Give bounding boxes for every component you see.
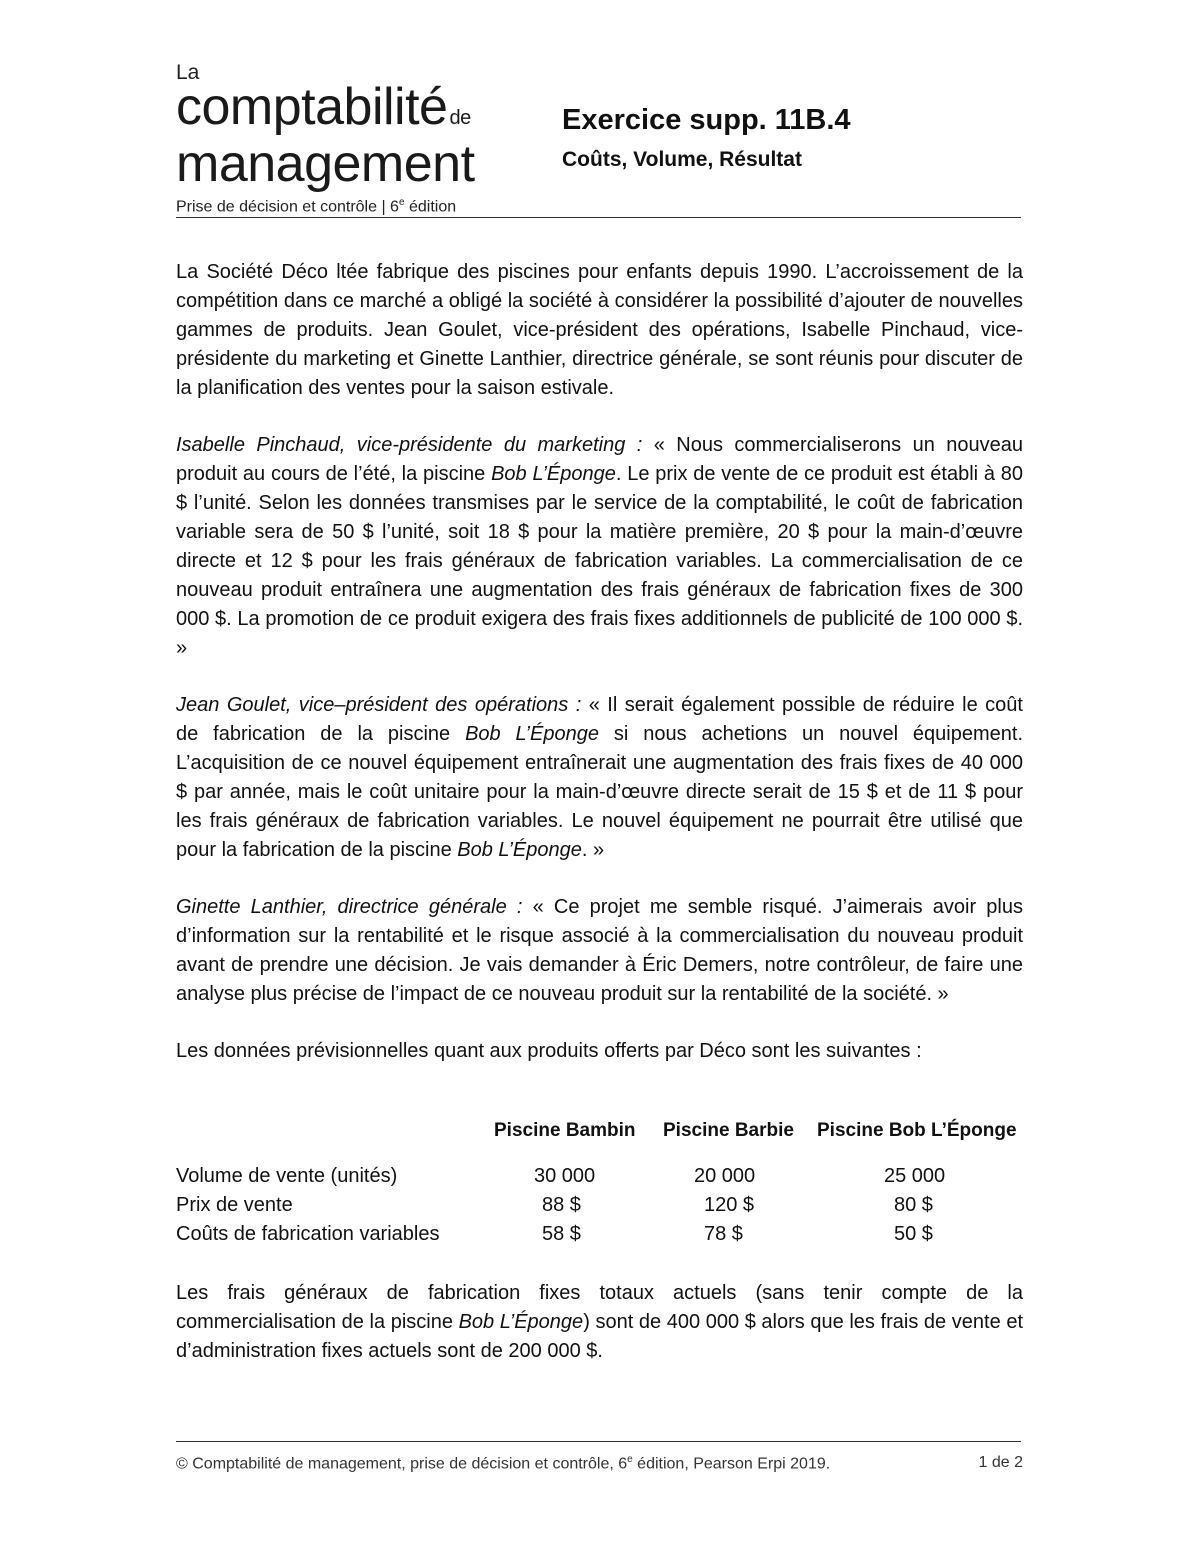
table-cell: 58 $ (542, 1223, 581, 1245)
table-cell: 20 000 (694, 1165, 756, 1187)
col-header-bambin: Piscine Bambin (494, 1120, 636, 1141)
logo-subtitle: Prise de décision et contrôle | 6e édition (176, 197, 457, 216)
table-cell: 30 000 (534, 1165, 596, 1187)
logo-word-comptabilite (176, 78, 536, 141)
speaker-pinchaud: Isabelle Pinchaud, vice-présidente du marketing : (176, 434, 643, 456)
col-header-barbie: Piscine Barbie (663, 1120, 794, 1141)
paragraph-pinchaud: Isabelle Pinchaud, vice-présidente du marketing : « Nous commercialiserons un nouveau produit au cours de l’été, la piscine Bob L’Éponge. Le prix de vente de ce produit est établi à 80 $ l’unité. Selon les données transmises par le service de la comptabilité, le coût de fabrication variable sera de 50 $ l’unité, soit 18 $ pour la matière première, 20 $ pour la main-d’œuvre directe et 12 $ pour les frais généraux de fabrication variables. La commercialisation de ce nouveau produit entraînera une augmentation des frais généraux de fabrication fixes de 300 000 $. La promotion de ce produit exigera des frais fixes additionnels de publicité de 100 000 $. » (176, 434, 1024, 659)
table-cell: 78 $ (704, 1223, 743, 1245)
table-row (176, 1165, 1023, 1193)
paragraph-lanthier: Ginette Lanthier, directrice générale : « Ce projet me semble risqué. J’aimerais avoir plus d’information sur la rentabilité et le risque associé à la commercialisation du nouveau produit avant de prendre une décision. Je vais demander à Éric Demers, notre contrôleur, de faire une analyse plus précise de l’impact de ce nouveau produit sur la rentabilité de la société. » (176, 896, 1024, 1005)
table-row (176, 1194, 1023, 1222)
book-logo (176, 62, 536, 216)
copyright-notice: © Comptabilité de management, prise de décision et contrôle, 6e édition, Pearson Erpi 2019. (176, 1454, 831, 1473)
exercise-title: Exercice supp. 11B.4 (562, 104, 851, 136)
exercise-subtitle: Coûts, Volume, Résultat (562, 148, 802, 171)
table-row (176, 1223, 1023, 1251)
speaker-lanthier: Ginette Lanthier, directrice générale : (176, 896, 523, 918)
table-cell: 50 $ (894, 1223, 933, 1245)
paragraph-intro: La Société Déco ltée fabrique des piscines pour enfants depuis 1990. L’accroissement de la compétition dans ce marché a obligé la société à considérer la possibilité d’ajouter de nouvelles gammes de produits. Jean Goulet, vice-président des opérations, Isabelle Pinchaud, vice-présidente du marketing et Ginette Lanthier, directrice générale, se sont réunis pour discuter de la planification des ventes pour la saison estivale. (176, 261, 1023, 399)
table-header-row (176, 1120, 1023, 1148)
table-cell: 120 $ (704, 1194, 755, 1216)
speaker-goulet: Jean Goulet, vice–président des opérations : (176, 694, 582, 716)
logo-la: La (176, 61, 200, 84)
document-body-closing (176, 1279, 1023, 1394)
logo-line1: comptabilité (176, 78, 448, 136)
table-cell: 25 000 (884, 1165, 946, 1187)
header-divider (176, 217, 1021, 218)
page-number: 1 de 2 (978, 1454, 1023, 1471)
row-label: Coûts de fabrication variables (176, 1223, 440, 1245)
paragraph-fixed-costs: Les frais généraux de fabrication fixes totaux actuels (sans tenir compte de la commercialisation de la piscine Bob L’Éponge) sont de 400 000 $ alors que les frais de vente et d’administration fixes actuels sont de 200 000 $. (176, 1282, 1024, 1362)
paragraph-goulet: Jean Goulet, vice–président des opérations : « Il serait également possible de réduire le coût de fabrication de la piscine Bob L’Éponge si nous achetions un nouvel équipement. L’acquisition de ce nouvel équipement entraînerait une augmentation des frais fixes de 40 000 $ par année, mais le coût unitaire pour la main-d’œuvre directe serait de 15 $ et de 11 $ pour les frais généraux de fabrication variables. Le nouvel équipement ne pourrait être utilisé que pour la fabrication de la piscine Bob L’Éponge. » (176, 694, 1024, 861)
document-body (176, 258, 1023, 1094)
logo-word-management: management (176, 135, 475, 193)
col-header-bob: Piscine Bob L’Éponge (817, 1120, 1017, 1141)
footer-divider (176, 1441, 1021, 1442)
table-cell: 88 $ (542, 1194, 581, 1216)
row-label: Prix de vente (176, 1194, 293, 1216)
row-label: Volume de vente (unités) (176, 1165, 398, 1187)
paragraph-table-intro: Les données prévisionnelles quant aux produits offerts par Déco sont les suivantes : (176, 1040, 922, 1062)
logo-de: de (449, 107, 471, 129)
table-cell: 80 $ (894, 1194, 933, 1216)
